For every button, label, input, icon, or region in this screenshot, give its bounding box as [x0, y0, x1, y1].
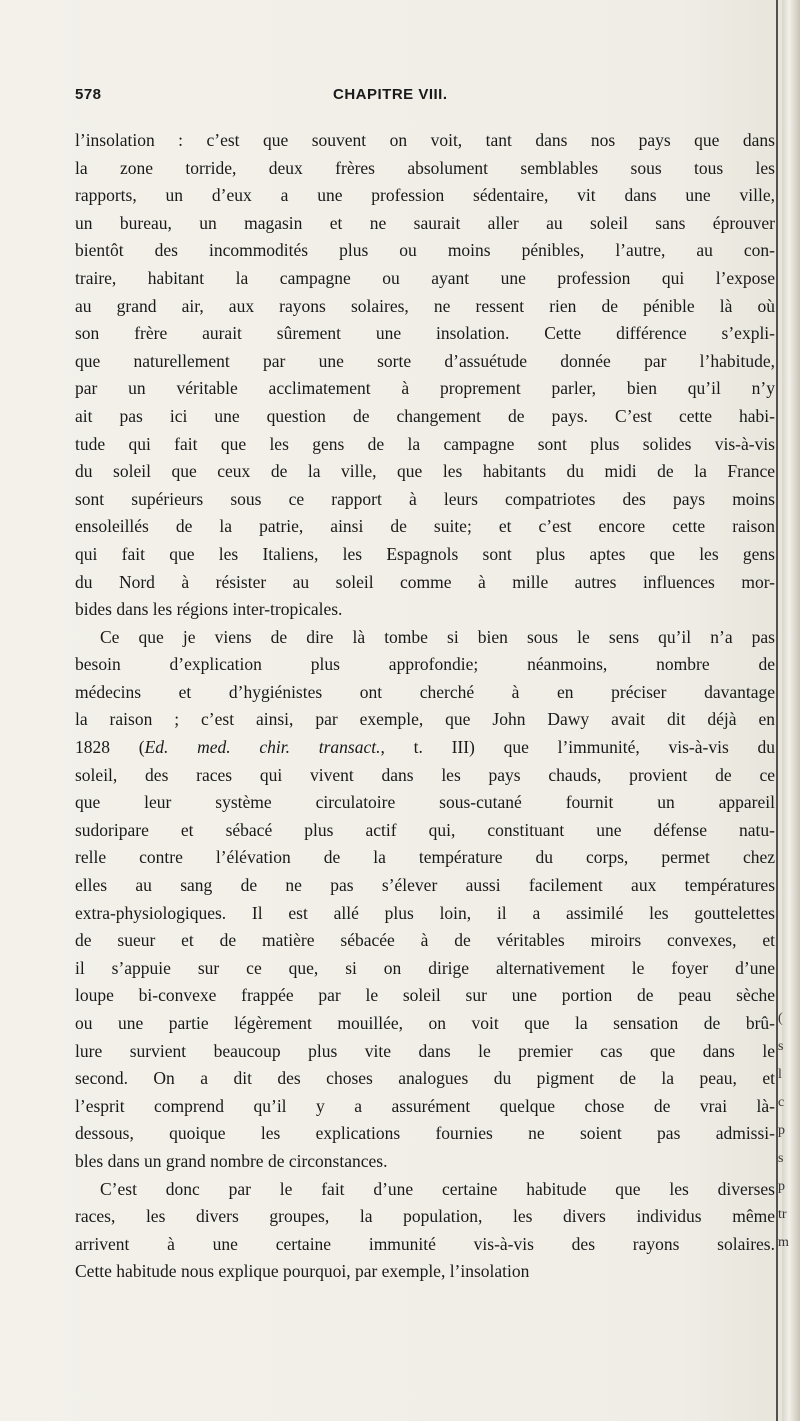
citation-title: Ed. med. chir. transact. — [144, 737, 381, 758]
text-line: relle contre l’élévation de la température du corps, permet chez — [75, 847, 775, 868]
text-line: du Nord à résister au soleil comme à mille autres influences mor- — [75, 571, 775, 592]
page-number: 578 — [75, 86, 102, 103]
text-line: du soleil que ceux de la ville, que les habitants du midi de la France — [75, 461, 775, 482]
text-line: besoin d’explication plus approfondie; néanmoins, nombre de — [75, 654, 775, 675]
text-line: arrivent à une certaine immunité vis-à-vis des rayons solaires. — [75, 1233, 775, 1254]
text-line: 1828 (Ed. med. chir. transact., t. III) que l’immunité, vis-à-vis du — [75, 737, 775, 758]
text-line: la raison ; c’est ainsi, par exemple, que John Dawy avait dit déjà en — [75, 709, 775, 730]
text-line: sudoripare et sébacé plus actif qui, constituant une défense natu- — [75, 819, 775, 840]
body-text — [75, 127, 775, 1286]
text-line: que naturellement par une sorte d’assuétude donnée par l’habitude, — [75, 350, 775, 371]
text-line: sont supérieurs sous ce rapport à leurs compatriotes des pays moins — [75, 488, 775, 509]
margin-fragment: s — [778, 1151, 784, 1166]
text-line: la zone torride, deux frères absolument semblables sous tous les — [75, 157, 775, 178]
margin-fragment: tr — [778, 1207, 787, 1222]
text-line: ensoleillés de la patrie, ainsi de suite; et c’est encore cette raison — [75, 516, 775, 537]
text-line: Ce que je viens de dire là tombe si bien sous le sens qu’il n’a pas — [100, 626, 775, 647]
text-line: races, les divers groupes, la population, les divers individus même — [75, 1206, 775, 1227]
text-line: son frère aurait sûrement une insolation. Cette différence s’expli- — [75, 323, 775, 344]
text-line: bles dans un grand nombre de circonstances. — [75, 1150, 388, 1171]
text-line: rapports, un d’eux a une profession sédentaire, vit dans une ville, — [75, 185, 775, 206]
text-line: C’est donc par le fait d’une certaine habitude que les diverses — [100, 1178, 775, 1199]
text-line: un bureau, un magasin et ne saurait aller au soleil sans éprouver — [75, 212, 775, 233]
text-line: ou une partie légèrement mouillée, on voit que la sensation de brû- — [75, 1013, 775, 1033]
text-line: de sueur et de matière sébacée à de véritables miroirs convexes, et — [75, 930, 775, 951]
text-line: bientôt des incommodités plus ou moins pénibles, l’autre, au con- — [75, 240, 775, 261]
margin-fragment: p — [778, 1123, 785, 1138]
page-header — [75, 86, 775, 110]
text-line: loupe bi-convexe frappée par le soleil sur une portion de peau sèche — [75, 985, 775, 1006]
text-line: bides dans les régions inter-tropicales. — [75, 599, 343, 620]
margin-fragment: p — [778, 1179, 785, 1194]
text-line: par un véritable acclimatement à proprement parler, bien qu’il n’y — [75, 378, 775, 399]
margin-fragment: c — [778, 1095, 785, 1110]
text-line: Cette habitude nous explique pourquoi, par exemple, l’insolation — [75, 1261, 530, 1282]
text-line: l’esprit comprend qu’il y a assurément quelque chose de vrai là- — [75, 1095, 775, 1116]
margin-fragment: ( — [778, 1011, 783, 1026]
text-line: tude qui fait que les gens de la campagne sont plus solides vis-à-vis — [75, 433, 775, 454]
text-line: au grand air, aux rayons solaires, ne ressent rien de pénible là où — [75, 295, 775, 316]
text-line: elles au sang de ne pas s’élever aussi facilement aux températures — [75, 875, 775, 896]
text-line: que leur système circulatoire sous-cutané fournit un appareil — [75, 792, 775, 813]
text-line: médecins et d’hygiénistes ont cherché à en préciser davantage — [75, 681, 775, 702]
text-line: ait pas ici une question de changement de pays. C’est cette habi- — [75, 405, 775, 426]
text-line: extra-physiologiques. Il est allé plus loin, il a assimilé les gouttelettes — [75, 902, 775, 923]
margin-fragment: m — [778, 1235, 789, 1250]
text-line: qui fait que les Italiens, les Espagnols sont plus aptes que les gens — [75, 543, 775, 564]
text-line: il s’appuie sur ce que, si on dirige alternativement le foyer d’une — [75, 957, 775, 978]
margin-fragment: l — [778, 1067, 782, 1082]
text-line: lure survient beaucoup plus vite dans le premier cas que dans le — [75, 1040, 775, 1061]
text-line: l’insolation : c’est que souvent on voit, tant dans nos pays que dans — [75, 130, 775, 150]
text-line: traire, habitant la campagne ou ayant une profession qui l’expose — [75, 267, 775, 288]
text-line: soleil, des races qui vivent dans les pays chauds, provient de ce — [75, 764, 775, 785]
text-line: dessous, quoique les explications fournies ne soient pas admissi- — [75, 1123, 775, 1144]
running-head: CHAPITRE VIII. — [333, 86, 448, 103]
text-line: second. On a dit des choses analogues du pigment de la peau, et — [75, 1068, 775, 1089]
margin-fragment: s — [778, 1039, 784, 1054]
